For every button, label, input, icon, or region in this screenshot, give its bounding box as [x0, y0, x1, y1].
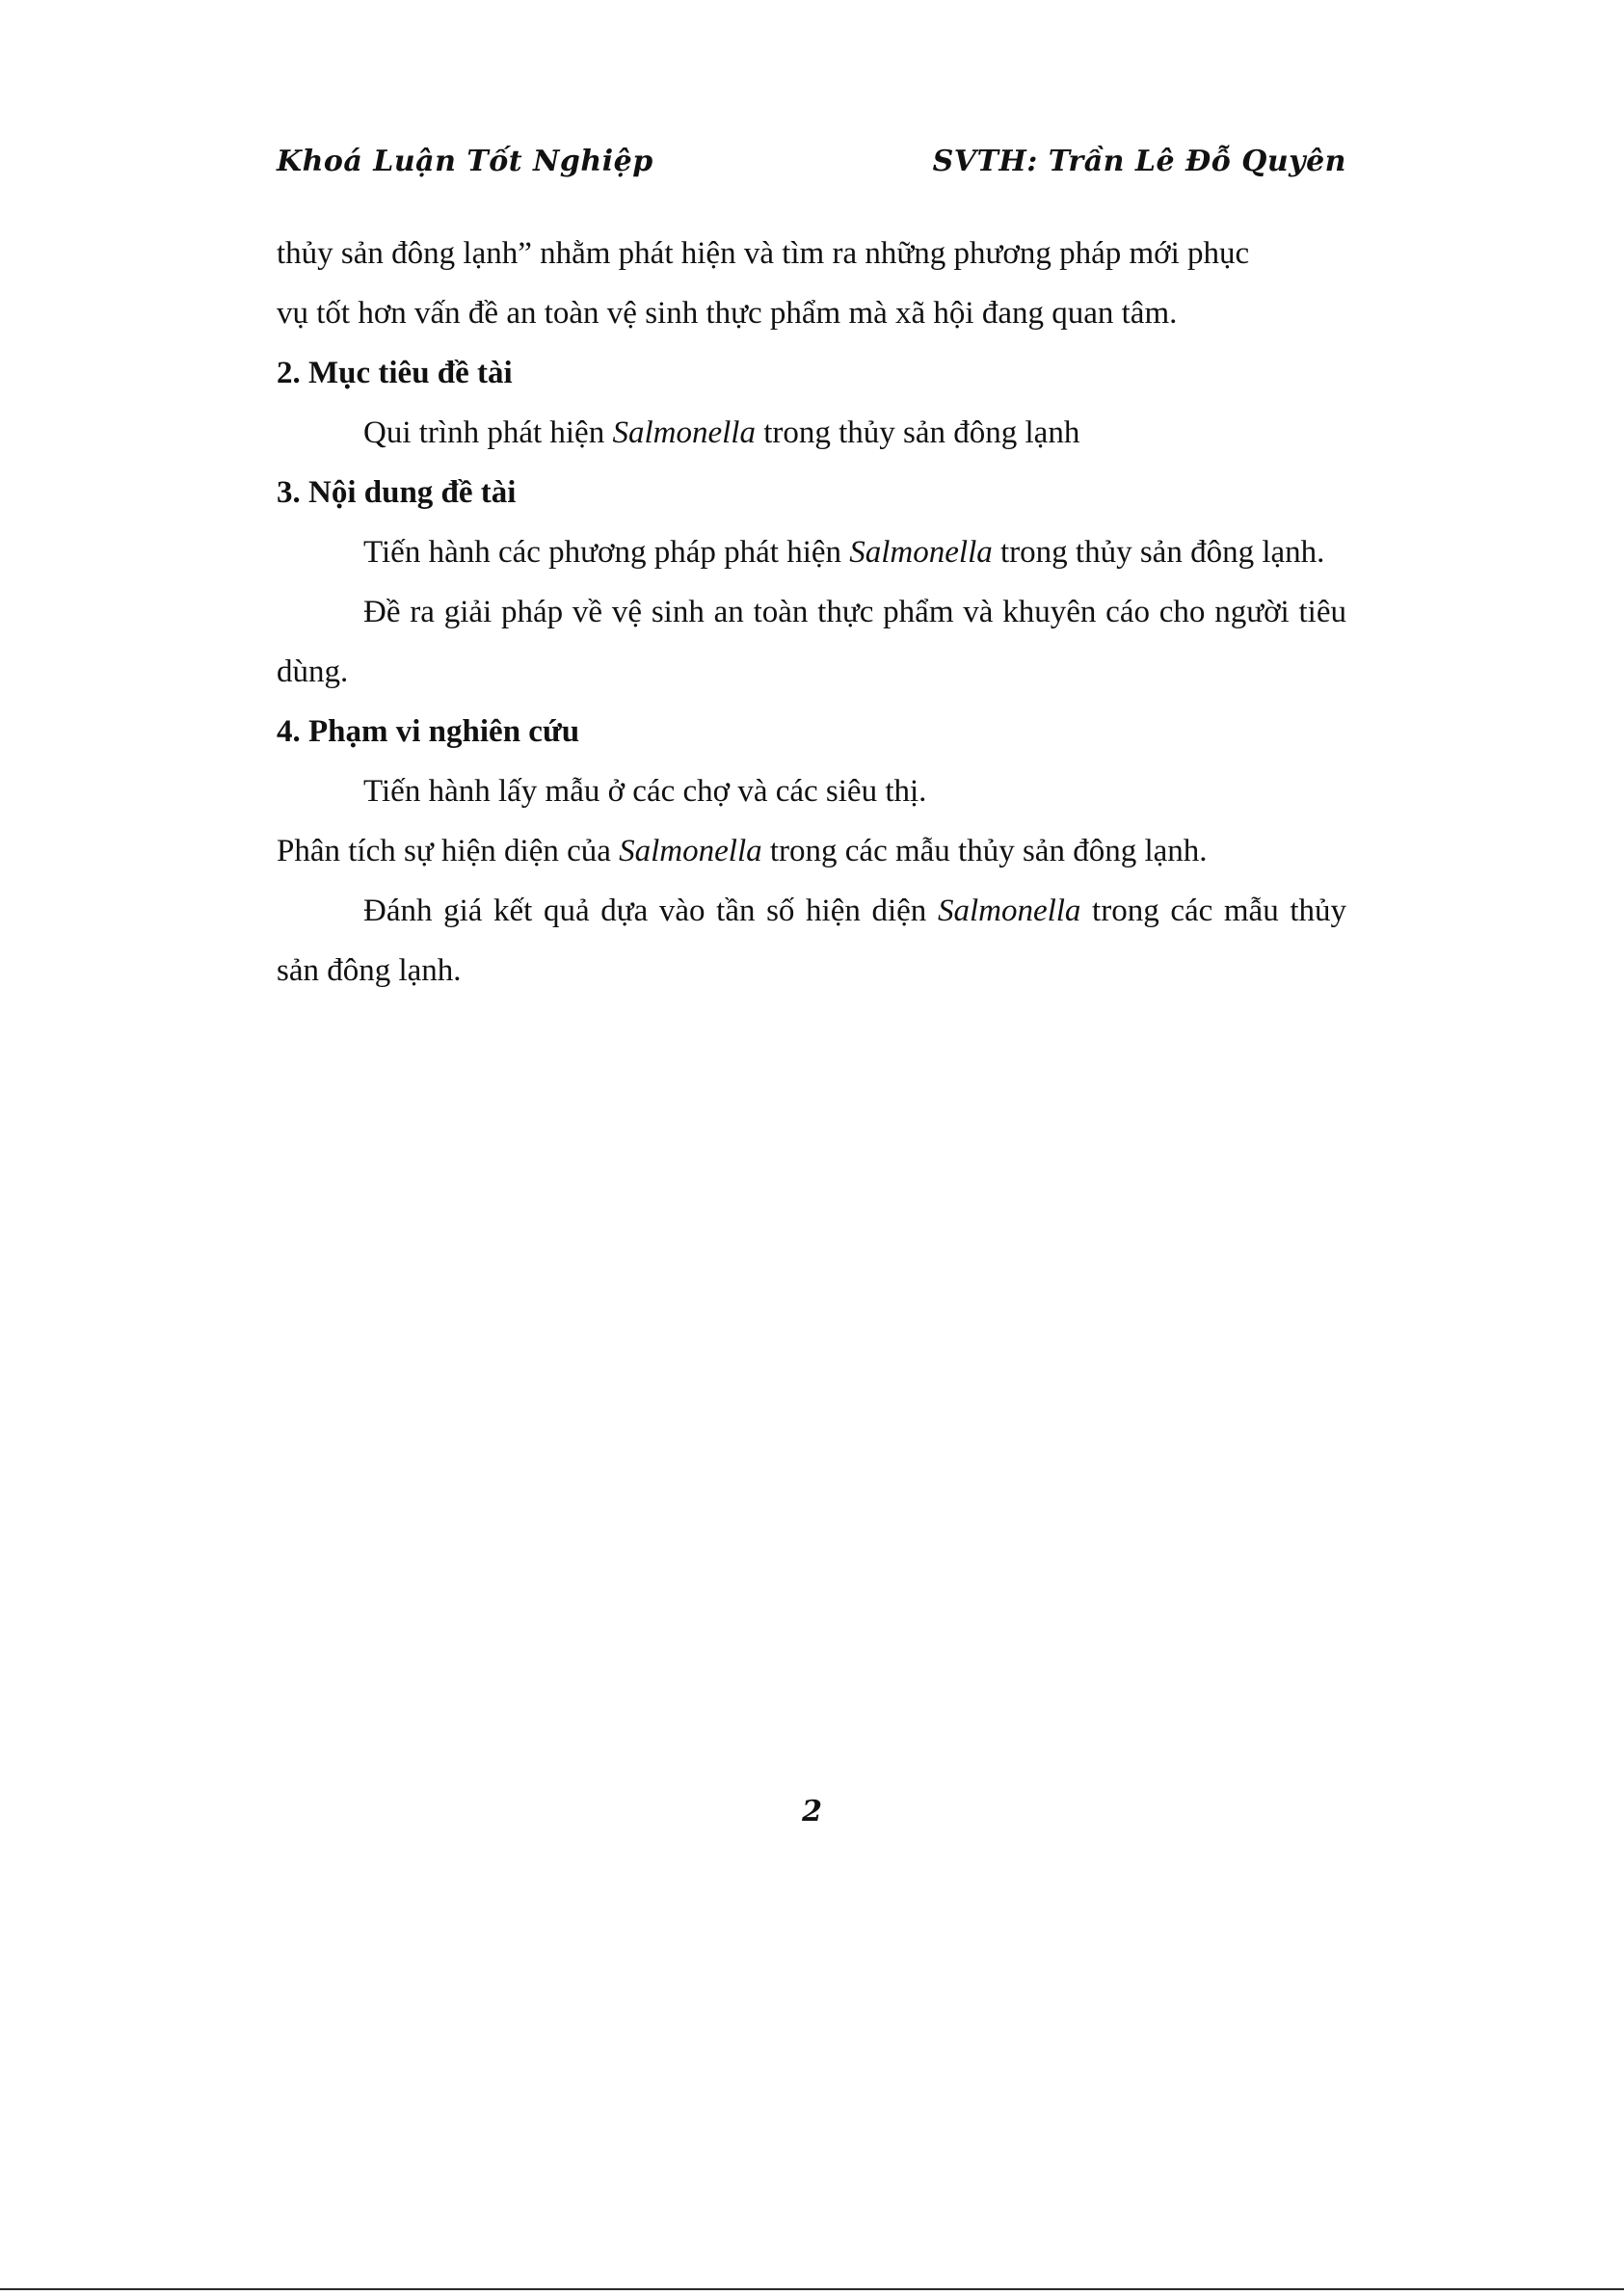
section-3-heading: 3. Nội dung đề tài: [277, 475, 517, 510]
bottom-divider: [0, 2288, 1624, 2290]
section-3-paragraph-2: Đề ra giải pháp về vệ sinh an toàn thực phẩm và khuyên cáo cho người tiêu dùng.: [277, 595, 1346, 689]
section-4-paragraph-1: Tiến hành lấy mẫu ở các chợ và các siêu thị.: [363, 774, 927, 809]
text-run: trong thủy sản đông lạnh.: [992, 535, 1325, 570]
text-run: Qui trình phát hiện: [363, 415, 613, 450]
text-run: Tiến hành các phương pháp phát hiện: [363, 535, 850, 570]
intro-line-1: thủy sản đông lạnh” nhằm phát hiện và tìm ra những phương pháp mới phục: [277, 236, 1250, 271]
page-number: 2: [802, 1795, 822, 1828]
page-header: [277, 145, 1346, 193]
text-run: trong các mẫu thủy sản đông lạnh.: [761, 834, 1208, 868]
species-name: Salmonella: [619, 834, 762, 868]
text-run: trong thủy sản đông lạnh: [755, 415, 1080, 450]
page-content: [277, 224, 1346, 1001]
species-name: Salmonella: [849, 535, 993, 570]
section-3-paragraph-1: [277, 522, 1346, 582]
species-name: Salmonella: [937, 894, 1081, 928]
section-4-paragraph-3: [277, 881, 1346, 1001]
intro-line-2: vụ tốt hơn vấn đề an toàn vệ sinh thực phẩm mà xã hội đang quan tâm.: [277, 296, 1178, 331]
intro-paragraph: [277, 224, 1346, 343]
section-4-heading: 4. Phạm vi nghiên cứu: [277, 714, 580, 749]
text-run: Đánh giá kết quả dựa vào tần số hiện diện: [363, 894, 938, 928]
section-4-paragraph-2: [277, 821, 1346, 881]
text-run: trong các mẫu thủy sản đông lạnh.: [277, 894, 1346, 988]
section-2-heading: 2. Mục tiêu đề tài: [277, 356, 513, 390]
species-name: Salmonella: [612, 415, 756, 450]
text-run: Phân tích sự hiện diện của: [277, 834, 620, 868]
header-student-name: SVTH: Trần Lê Đỗ Quyên: [932, 145, 1346, 178]
header-thesis-title: Khoá Luận Tốt Nghiệp: [277, 145, 653, 178]
section-2-paragraph: [277, 403, 1346, 463]
